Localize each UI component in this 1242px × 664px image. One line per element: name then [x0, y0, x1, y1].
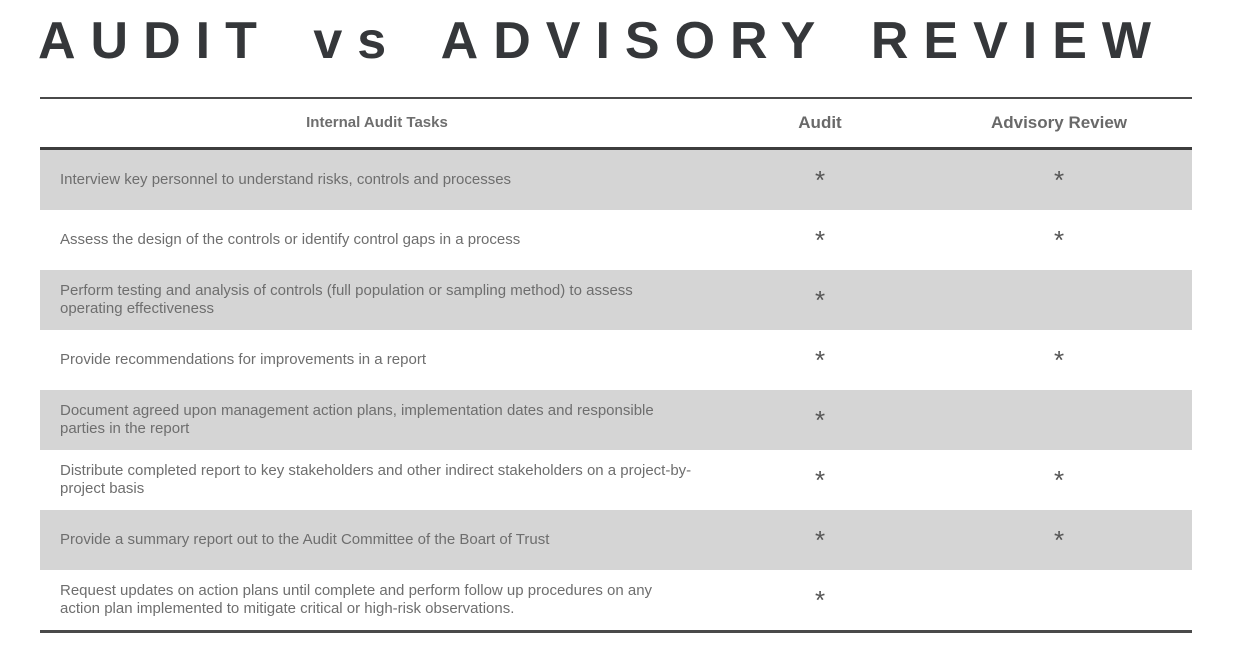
audit-marker: * — [814, 525, 826, 556]
advisory-review-marker: * — [1053, 165, 1065, 196]
task-label: Provide a summary report out to the Audit Committee of the Boart of Trust — [60, 531, 550, 549]
task-label: Request updates on action plans until complete and perform follow up procedures on any action plan implemented to mitigate critical or high-risk observations. — [60, 581, 653, 618]
column-header-audit: Audit — [798, 113, 842, 133]
audit-marker: * — [814, 465, 826, 496]
table-row — [40, 210, 1192, 270]
task-label: Document agreed upon management action plans, implementation dates and responsible parties in the report — [60, 401, 654, 438]
table-row — [40, 330, 1192, 390]
audit-marker: * — [814, 405, 826, 436]
table-row — [40, 510, 1192, 570]
audit-marker: * — [814, 165, 826, 196]
table-row — [40, 270, 1192, 330]
task-label: Interview key personnel to understand risks, controls and processes — [60, 171, 512, 189]
page-title: AUDIT vs ADVISORY REVIEW — [38, 12, 1166, 70]
advisory-review-marker: * — [1053, 345, 1065, 376]
task-label: Distribute completed report to key stakeholders and other indirect stakeholders on a project-by-project basis — [60, 461, 692, 498]
table-header-row — [40, 99, 1192, 150]
audit-marker: * — [814, 225, 826, 256]
task-label: Provide recommendations for improvements in a report — [60, 351, 426, 369]
table-row — [40, 450, 1192, 510]
task-label: Assess the design of the controls or identify control gaps in a process — [60, 231, 521, 249]
table-row — [40, 150, 1192, 210]
table-row — [40, 390, 1192, 450]
column-header-internal-audit-tasks: Internal Audit Tasks — [306, 114, 448, 132]
advisory-review-marker: * — [1053, 465, 1065, 496]
advisory-review-marker: * — [1053, 525, 1065, 556]
table-row — [40, 570, 1192, 630]
audit-marker: * — [814, 585, 826, 616]
advisory-review-marker: * — [1053, 225, 1065, 256]
comparison-table — [40, 97, 1192, 633]
table-body — [40, 150, 1192, 630]
task-label: Perform testing and analysis of controls (full population or sampling method) to assess operating effectiveness — [60, 281, 633, 318]
audit-marker: * — [814, 345, 826, 376]
column-header-advisory-review: Advisory Review — [990, 113, 1128, 133]
audit-marker: * — [814, 285, 826, 316]
